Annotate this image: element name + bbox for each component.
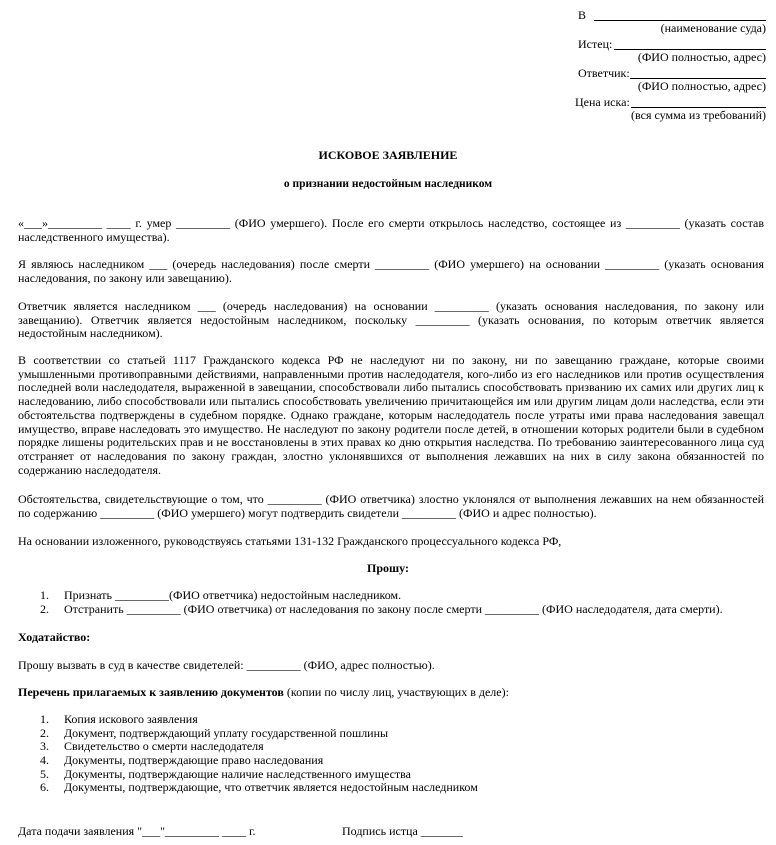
paragraph-circumstances: Обстоятельства, свидетельствующие о том, что _________ (ФИО ответчика) злостно уклонялся от выполнения лежавших на нем обязанностей по содержанию _________ (ФИО умершего) могут подтвердить свидетели _________ (ФИО и адрес полностью). bbox=[18, 492, 764, 520]
paragraph-law: В соответствии со статьей 1117 Гражданского кодекса РФ не наследуют ни по закону, ни по завещанию граждане, которые своими умышленными противоправными действиями, направленными против наследодателя, кого-либо из его наследников или против осуществления последней воли наследодателя, выраженной в завещании, способствовали либо пытались способствовать призванию их самих или других лиц к наследованию, либо способствовали или пытались способствовать увеличению причитающейся им или другим лицам доли наследства, если эти обстоятельства подтверждены в судебном порядке. Однако граждане, которым наследодатель после утраты ими права наследования завещал имущество, вправе наследовать это имущество. Не наследуют по закону родители после детей, в отношении которых родители были в судебном порядке лишены родительских прав и не восстановлены в этих правах ко дню открытия наследства. По требованию заинтересованного лица суд отстраняет от наследования по закону граждан, злостно уклонявшихся от выполнения лежавших на них в силу закона обязанностей по содержанию наследодателя. bbox=[18, 353, 764, 477]
defendant-row bbox=[556, 67, 766, 80]
list-item: 5. Документы, подтверждающие наличие наследственного имущества bbox=[40, 766, 411, 781]
defendant-line bbox=[630, 78, 766, 79]
court-row bbox=[556, 9, 766, 22]
submission-date: Дата подачи заявления "___"_________ ____ г. bbox=[18, 824, 256, 838]
list-item: 3. Свидетельство о смерти наследодателя bbox=[40, 739, 264, 754]
petition-text: Прошу вызвать в суд в качестве свидетелей: _________ (ФИО, адрес полностью). bbox=[18, 658, 435, 672]
court-prefix: В bbox=[578, 8, 587, 22]
paragraph-basis: На основании изложенного, руководствуясь статьями 131-132 Гражданского процессуального кодекса РФ, bbox=[18, 534, 562, 548]
defendant-hint: (ФИО полностью, адрес) bbox=[637, 79, 766, 93]
list-item: 2. Документ, подтверждающий уплату государственной пошлины bbox=[40, 725, 389, 740]
list-item: 1. Копия искового заявления bbox=[40, 712, 198, 726]
price-row bbox=[556, 96, 766, 109]
price-hint: (вся сумма из требований) bbox=[631, 108, 766, 122]
list-item: 6. Документы, подтверждающие, что ответчик является недостойным наследником bbox=[40, 780, 478, 795]
document-title: ИСКОВОЕ ЗАЯВЛЕНИЕ bbox=[318, 148, 458, 162]
paragraph-heir: Я являюсь наследником ___ (очередь наследования) после смерти _________ (ФИО умершего) на основании _________ (указать основания наследования, по закону или завещанию). bbox=[18, 257, 764, 285]
attachments-title bbox=[18, 686, 764, 700]
plaintiff-label: Истец: bbox=[578, 37, 613, 51]
request-heading: Прошу: bbox=[367, 561, 409, 575]
plaintiff-signature: Подпись истца _______ bbox=[342, 824, 463, 838]
request-list bbox=[18, 589, 764, 616]
list-item: 2. Отстранить _________ (ФИО ответчика) от наследования по закону после смерти _________ (ФИО наследодателя, дата смерти). bbox=[40, 601, 723, 616]
court-header bbox=[556, 9, 766, 125]
plaintiff-row bbox=[556, 38, 766, 51]
court-line bbox=[594, 20, 766, 21]
petition-heading: Ходатайство: bbox=[18, 630, 91, 644]
defendant-label: Ответчик: bbox=[578, 66, 630, 80]
plaintiff-line bbox=[614, 49, 766, 50]
list-item: 1. Признать _________(ФИО ответчика) недостойным наследником. bbox=[40, 588, 402, 602]
price-label: Цена иска: bbox=[575, 95, 630, 109]
attachments-heading: Перечень прилагаемых к заявлению документов bbox=[18, 685, 284, 699]
price-line bbox=[631, 107, 766, 108]
court-hint: (наименование суда) bbox=[660, 21, 766, 35]
paragraph-defendant: Ответчик является наследником ___ (очередь наследования) на основании _________ (указать основания наследования, по закону или завещанию). Ответчик является недостойным наследником, поскольку _________ (указать основания, по которым ответчик является недостойным наследником). bbox=[18, 299, 764, 341]
document-subtitle: о признании недостойным наследником bbox=[283, 178, 493, 190]
attachments-list bbox=[18, 713, 764, 795]
attachments-note: (копии по числу лиц, участвующих в деле): bbox=[283, 685, 509, 699]
list-item: 4. Документы, подтверждающие право наследования bbox=[40, 753, 324, 768]
paragraph-death: «___»_________ ____ г. умер _________ (ФИО умершего). После его смерти открылось наследство, состоящее из _________ (указать состав наследственного имущества). bbox=[18, 216, 764, 244]
plaintiff-hint: (ФИО полностью, адрес) bbox=[637, 50, 766, 64]
